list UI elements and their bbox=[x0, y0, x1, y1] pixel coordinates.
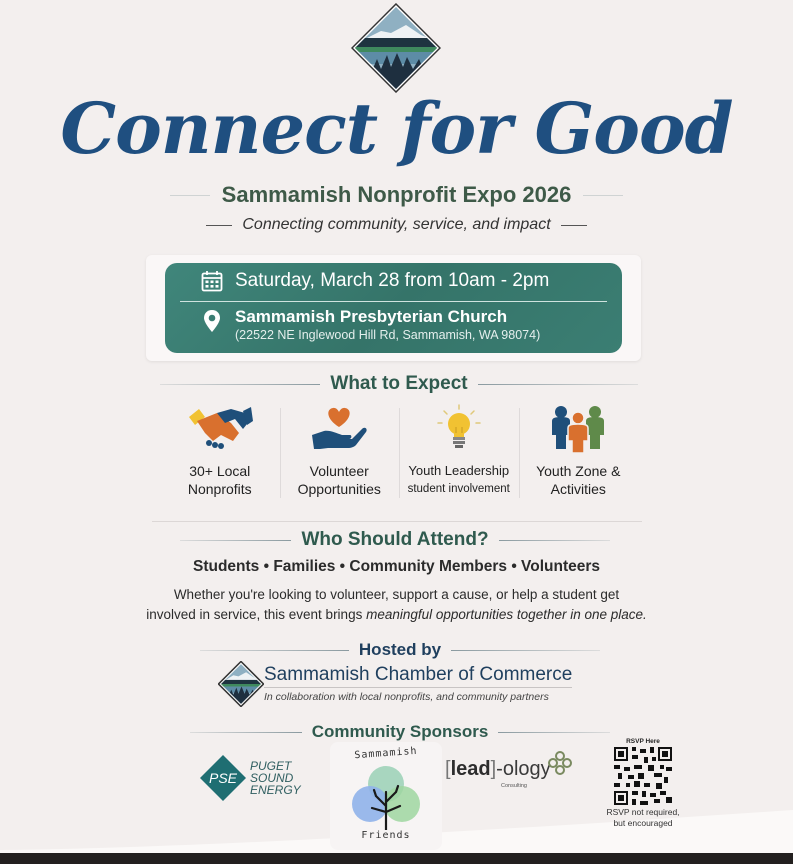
subtitle-row bbox=[0, 180, 793, 210]
divider bbox=[180, 301, 607, 302]
calendar-icon bbox=[201, 270, 223, 292]
divider bbox=[180, 540, 291, 541]
sponsor-pse-logo bbox=[200, 755, 301, 801]
friends-bottom-text: Friends bbox=[361, 830, 411, 841]
leadology-bold-word: lead bbox=[450, 758, 491, 780]
description-line: Whether you're looking to volunteer, support a cause, or help a student get bbox=[173, 587, 620, 602]
divider bbox=[170, 195, 210, 196]
description-text: involved in service, this event brings bbox=[146, 607, 367, 622]
hosted-by-heading-row bbox=[200, 638, 600, 662]
divider bbox=[160, 384, 320, 385]
chamber-logo bbox=[218, 661, 264, 707]
venue-address: (22522 NE Inglewood Hill Rd, Sammamish, WA 98074) bbox=[235, 328, 541, 342]
tagline-row bbox=[0, 212, 793, 238]
expect-item-line2: student involvement bbox=[407, 483, 510, 495]
divider bbox=[499, 540, 610, 541]
leadology-wordmark: [lead]-ology bbox=[445, 758, 551, 780]
community-sponsors-heading-row bbox=[190, 720, 610, 744]
expect-item-volunteer bbox=[280, 400, 400, 510]
expect-item-line1: 30+ Local bbox=[189, 463, 251, 479]
expect-item-nonprofits bbox=[160, 400, 280, 510]
audience-list: Students • Families • Community Members • Volunteers bbox=[192, 558, 601, 575]
tagline: Connecting community, service, and impact bbox=[242, 216, 551, 233]
venue-name: Sammamish Presbyterian Church bbox=[235, 307, 508, 326]
sammamish-logo bbox=[351, 3, 441, 93]
divider bbox=[152, 521, 642, 522]
flyer-title: Connect for Good bbox=[60, 87, 733, 170]
friends-top-text: Sammamish bbox=[354, 745, 418, 762]
divider bbox=[451, 650, 600, 651]
expect-item-line2: Opportunities bbox=[297, 481, 381, 497]
event-date-time: Saturday, March 28 from 10am - 2pm bbox=[235, 270, 550, 291]
rsvp-note: RSVP not required, bbox=[606, 807, 680, 817]
description-emphasis: meaningful opportunities together in one place. bbox=[366, 607, 647, 622]
rsvp-note: but encouraged bbox=[613, 818, 673, 828]
host-collaboration-note: In collaboration with local nonprofits, and community partners bbox=[264, 691, 549, 703]
expect-item-youth-zone bbox=[519, 400, 639, 510]
pse-line: PUGET bbox=[250, 759, 292, 773]
expect-item-line1: Volunteer bbox=[309, 463, 369, 479]
pse-wordmark bbox=[250, 760, 301, 796]
event-date-row bbox=[201, 270, 549, 292]
expect-item-youth-leadership bbox=[399, 400, 519, 510]
chamber-logo-icon bbox=[218, 661, 264, 707]
divider bbox=[583, 195, 623, 196]
host-name: Sammamish Chamber of Commerce bbox=[264, 664, 572, 688]
rsvp-qr-code[interactable] bbox=[614, 747, 672, 805]
bottom-bar bbox=[0, 853, 793, 864]
knot-icon bbox=[547, 750, 573, 776]
heart-in-hand-icon bbox=[308, 405, 370, 451]
event-card bbox=[165, 263, 622, 353]
expect-item-line1: Youth Zone & bbox=[536, 463, 621, 479]
rsvp-qr-block bbox=[604, 738, 682, 829]
mountain-lake-logo-icon bbox=[351, 3, 441, 93]
expect-grid bbox=[160, 400, 638, 510]
who-should-attend-heading: Who Should Attend? bbox=[301, 529, 489, 550]
divider bbox=[561, 225, 587, 226]
expect-item-line2: Nonprofits bbox=[187, 481, 252, 497]
community-sponsors-heading: Community Sponsors bbox=[311, 722, 489, 741]
location-pin-icon bbox=[203, 309, 221, 333]
sponsor-sammamish-friends-logo bbox=[330, 742, 442, 850]
lightbulb-icon bbox=[434, 403, 484, 453]
what-to-expect-heading: What to Expect bbox=[330, 373, 468, 394]
leadology-suffix: -ology bbox=[496, 758, 551, 780]
divider bbox=[206, 225, 232, 226]
description-line bbox=[0, 605, 793, 625]
event-location bbox=[203, 307, 540, 344]
people-group-icon bbox=[547, 403, 609, 453]
svg-text:PSE: PSE bbox=[208, 770, 238, 786]
divider bbox=[190, 732, 302, 733]
divider bbox=[200, 650, 349, 651]
hosted-by-heading: Hosted by bbox=[358, 640, 442, 659]
divider bbox=[498, 732, 610, 733]
sponsor-leadology-logo bbox=[445, 758, 551, 789]
pse-diamond-icon bbox=[200, 755, 246, 801]
expect-item-line2: Activities bbox=[550, 481, 606, 497]
expo-subtitle: Sammamish Nonprofit Expo 2026 bbox=[221, 182, 572, 207]
pse-line: ENERGY bbox=[250, 783, 301, 797]
handshake-icon bbox=[187, 405, 253, 451]
pse-line: SOUND bbox=[250, 771, 294, 785]
tree-circles-icon bbox=[348, 762, 424, 830]
leadology-subtitle: Consulting bbox=[501, 783, 527, 789]
event-description bbox=[0, 585, 793, 625]
rsvp-label: RSVP Here bbox=[626, 738, 660, 745]
who-should-attend-heading-row bbox=[180, 528, 610, 552]
what-to-expect-heading-row bbox=[160, 372, 638, 396]
expect-item-line1: Youth Leadership bbox=[408, 463, 510, 478]
divider bbox=[478, 384, 638, 385]
